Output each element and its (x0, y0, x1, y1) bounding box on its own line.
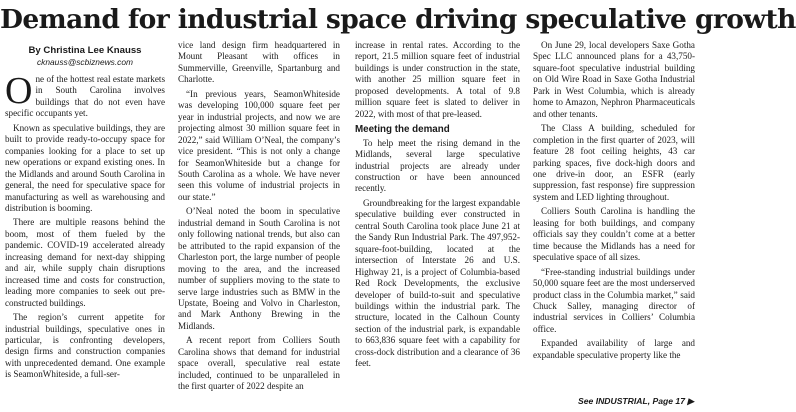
byline: By Christina Lee Knauss (28, 45, 142, 56)
jump-line[interactable]: See INDUSTRIAL, Page 17 ▶ (578, 396, 694, 406)
column-4 (533, 40, 695, 364)
paragraph: The region’s current appetite for industrial buildings, speculative ones in particular, is confronting developers, design firms and construction companies with unprecedented demand. One example is SeamonWhiteside, a full-ser- (5, 312, 165, 380)
paragraph: vice land design firm headquartered in Mount Pleasant with offices in Summerville, Greenville, Spartanburg and Charlotte. (178, 40, 340, 85)
paragraph: increase in rental rates. According to the report, 21.5 million square feet of industrial buildings is under construction in the state, with another 25 million square feet in proposed developments. A total of 9.8 million square feet is slated to deliver in 2022, with most of that pre-leased. (355, 40, 520, 119)
paragraph: A recent report from Colliers South Carolina shows that demand for industrial space overall, speculative real estate included, continued to be unparalleled in the first quarter of 2022 despite an (178, 335, 340, 392)
paragraph: Known as speculative buildings, they are built to provide ready-to-occupy space for companies looking for a place to set up new operations or expand existing ones. In the Midlands and around South Carolina in general, the need for speculative space for manufacturing as well as warehousing and distribution is booming. (5, 122, 165, 213)
paragraph: On June 29, local developers Saxe Gotha Spec LLC announced plans for a 43,750-square-foot speculative industrial building on Old Wire Road in Saxe Gotha Industrial Park in West Columbia, which is already home to Amazon, Nephron Pharmaceuticals and other tenants. (533, 40, 695, 119)
headline: Demand for industrial space driving speculative growth (0, 4, 796, 35)
paragraph: To help meet the rising demand in the Midlands, several large speculative industrial projects are already under construction or have been announced recently. (355, 137, 520, 194)
paragraph: “In previous years, SeamonWhiteside was developing 100,000 square feet per year in industrial projects, and now we are projecting almost 30 million square feet in 2022,” said William O’Neal, the company’s vice president. “This is not only a change for SeamonWhiteside but a change for South Carolina as a whole. We have never seen this volume of industrial projects in our state.” (178, 88, 340, 202)
author-email[interactable]: cknauss@scbiznews.com (36, 57, 133, 67)
lead-text: ne of the hottest real estate markets in South Carolina involves buildings that do not even have specific occupants yet. (5, 74, 165, 119)
column-3 (355, 40, 520, 373)
paragraph: Expanded availability of large and expandable speculative property like the (533, 338, 695, 360)
paragraph: The Class A building, scheduled for completion in the first quarter of 2023, will feature 28 foot ceiling heights, 43 car parking spaces, five dock-high doors and one drive-in door, an ESFR (early suppression, fast response) fire suppression system and LED lighting throughout. (533, 123, 695, 202)
subhead: Meeting the demand (355, 124, 450, 136)
paragraph: “Free-standing industrial buildings under 50,000 square feet are the most underserved product class in the Columbia market,” said Chuck Salley, managing director of industrial services in Colliers’ Columbia office. (533, 266, 695, 334)
paragraph: Colliers South Carolina is handling the leasing for both buildings, and company officials say they couldn’t come at a better time because the Midlands has a need for speculative space of all sizes. (533, 206, 695, 263)
drop-cap: O (5, 70, 33, 112)
paragraph: O’Neal noted the boom in speculative industrial demand in South Carolina is not only following national trends, but also can be attributed to the rapid expansion of the Charleston port, the large number of people moving to the area, and the increased number of suppliers moving to the state to serve large industries such as BMW in the Upstate, Boeing and Volvo in Charleston, and Mark Anthony Brewing in the Midlands. (178, 206, 340, 331)
column-1 (5, 42, 165, 384)
paragraph-lead (5, 70, 165, 120)
paragraph: Groundbreaking for the largest expandable speculative building ever constructed in central South Carolina took place June 21 at the Sandy Run Industrial Park. The 497,952-square-foot-building, located at the intersection of Interstate 26 and U.S. Highway 21, is a project of Columbia-based Red Rock Developments, the exclusive developer of build-to-suit and speculative buildings within the industrial park. The structure, located in the Calhoun County section of the industrial park, is expandable to 663,836 square feet with a capability for cross-dock distribution and a clearance of 36 feet. (355, 197, 520, 369)
column-2 (178, 40, 340, 396)
paragraph: There are multiple reasons behind the boom, most of them fueled by the pandemic. COVID-19 accelerated already increasing demand for next-day shipping and air, while supply chain disruptions increased time and costs for construction, leading more companies to seek out pre-constructed buildings. (5, 217, 165, 308)
